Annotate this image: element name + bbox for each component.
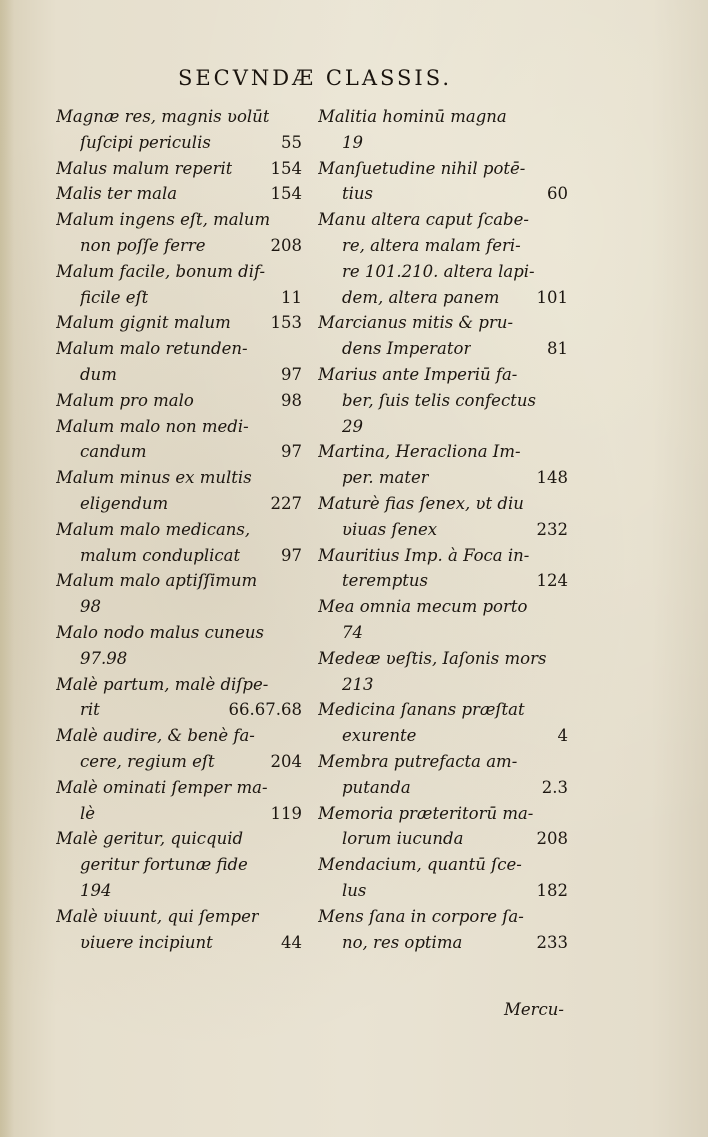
entry-line — [318, 336, 568, 362]
page-reference — [564, 672, 568, 698]
entry-text: 97.98 — [80, 648, 128, 668]
entry-text: re, altera malam feri- — [342, 235, 521, 255]
page-reference — [564, 543, 568, 569]
entry-line — [318, 362, 568, 388]
page-reference — [564, 233, 568, 259]
entry-line — [56, 414, 302, 440]
entry-text: putanda — [342, 777, 411, 797]
page-reference — [564, 801, 568, 827]
page-reference: 98 — [281, 390, 302, 410]
entry-line — [318, 723, 568, 749]
entry-text: 19 — [342, 132, 363, 152]
entry-text: Malè audire, & benè fa- — [56, 726, 255, 746]
page-reference — [298, 594, 302, 620]
page-reference — [298, 207, 302, 233]
entry-line — [318, 491, 568, 517]
entry-line — [56, 491, 302, 517]
entry-line — [56, 568, 302, 594]
entry-line — [56, 904, 302, 930]
entry-line — [318, 904, 568, 930]
index-entry — [318, 646, 568, 698]
page-reference — [564, 104, 568, 130]
page-reference — [564, 259, 568, 285]
page-reference: 55 — [281, 132, 302, 152]
page-reference: 119 — [270, 803, 302, 823]
page-reference — [564, 594, 568, 620]
page-reference: 2.3 — [541, 777, 568, 797]
page-reference — [564, 697, 568, 723]
entry-text: Medicina ſanans præſtat — [318, 700, 525, 720]
page-reference — [564, 904, 568, 930]
entry-line — [318, 620, 568, 646]
entry-text: per. mater — [342, 468, 429, 488]
index-entry — [56, 904, 302, 956]
page-reference: 153 — [270, 313, 302, 333]
entry-text: Malum facile, bonum dif- — [56, 261, 266, 281]
index-entry — [318, 801, 568, 853]
entry-text: 29 — [342, 416, 363, 436]
entry-text: Marius ante Imperiū fa- — [318, 364, 518, 384]
page-reference — [564, 388, 568, 414]
page-reference — [564, 130, 568, 156]
page-reference — [298, 775, 302, 801]
entry-text: cere, regium eſt — [80, 751, 215, 771]
index-entry — [56, 465, 302, 517]
index-entry — [318, 310, 568, 362]
entry-text: no, res optima — [342, 932, 463, 952]
entry-line — [318, 181, 568, 207]
page-reference — [298, 852, 302, 878]
entry-text: Martina, Heracliona Im- — [318, 442, 521, 462]
entry-line — [318, 517, 568, 543]
entry-line — [56, 439, 302, 465]
entry-line — [318, 310, 568, 336]
index-entry — [56, 620, 302, 672]
entry-text: Medeæ ʋeſtis, Iaſonis mors — [318, 648, 547, 668]
entry-text: Malè geritur, quicquid — [56, 829, 244, 849]
entry-line — [318, 826, 568, 852]
page-reference — [298, 104, 302, 130]
page-reference — [298, 620, 302, 646]
entry-line — [318, 801, 568, 827]
page-reference: 208 — [536, 829, 568, 849]
entry-line — [56, 388, 302, 414]
entry-line — [56, 310, 302, 336]
index-entry — [318, 362, 568, 439]
entry-text: Memoria præteritorū ma- — [318, 803, 534, 823]
entry-text: rit — [80, 700, 100, 720]
index-entry — [56, 723, 302, 775]
running-head: SECVNDÆ CLASSIS. — [177, 66, 453, 90]
entry-line — [56, 543, 302, 569]
entry-text: Maturè fias ſenex, ʋt diu — [318, 493, 524, 513]
index-entry — [318, 543, 568, 595]
index-column-right — [318, 104, 568, 955]
index-entry — [56, 104, 302, 156]
entry-line — [318, 775, 568, 801]
entry-text: ſuſcipi periculis — [80, 132, 211, 152]
index-entry — [56, 775, 302, 827]
entry-line — [56, 104, 302, 130]
page-reference: 154 — [270, 184, 302, 204]
page-reference — [298, 672, 302, 698]
entry-line — [318, 568, 568, 594]
entry-text: exurente — [342, 726, 417, 746]
entry-text: Malus malum reperit — [56, 158, 233, 178]
page-reference — [564, 620, 568, 646]
catchword: Mercu- — [504, 1000, 564, 1019]
index-entry — [318, 749, 568, 801]
page-reference — [564, 156, 568, 182]
entry-text: ber, ſuis telis confectus — [342, 390, 536, 410]
entry-line — [56, 336, 302, 362]
entry-line — [56, 672, 302, 698]
entry-text: Mauritius Imp. à Foca in- — [318, 545, 530, 565]
entry-text: Malum pro malo — [56, 390, 194, 410]
entry-line — [56, 646, 302, 672]
page-reference — [298, 878, 302, 904]
entry-line — [56, 130, 302, 156]
entry-text: tius — [342, 184, 374, 204]
page-reference: 182 — [536, 880, 568, 900]
entry-text: Manſuetudine nihil potē- — [318, 158, 526, 178]
page-reference: 232 — [536, 519, 568, 539]
index-entry — [56, 156, 302, 182]
entry-text: re 101.210. altera lapi- — [342, 261, 535, 281]
index-entry — [56, 414, 302, 466]
entry-text: 213 — [342, 674, 374, 694]
entry-text: Mea omnia mecum porto — [318, 597, 528, 617]
page-reference — [564, 646, 568, 672]
page-reference — [298, 259, 302, 285]
entry-line — [318, 749, 568, 775]
entry-line — [56, 259, 302, 285]
index-entry — [318, 697, 568, 749]
page-edge — [0, 0, 14, 1137]
page-reference — [298, 826, 302, 852]
index-entry — [56, 181, 302, 207]
entry-text: Malitia hominū magna — [318, 107, 507, 126]
entry-line — [318, 414, 568, 440]
page-reference — [564, 439, 568, 465]
page-reference: 81 — [547, 339, 568, 359]
entry-text: Mens ſana in corpore ſa- — [318, 906, 524, 926]
entry-text: Malum malo medicans, — [56, 519, 251, 539]
entry-line — [56, 801, 302, 827]
page-reference: 124 — [536, 571, 568, 591]
entry-text: Malum malo aptiſſimum — [56, 571, 258, 591]
entry-text: ficile eſt — [80, 287, 149, 307]
index-entry — [56, 568, 302, 620]
entry-text: lè — [80, 803, 96, 823]
entry-line — [318, 233, 568, 259]
index-entry — [318, 852, 568, 904]
page-reference — [564, 362, 568, 388]
page-reference — [564, 310, 568, 336]
page-reference — [298, 414, 302, 440]
page-reference: 208 — [270, 235, 302, 255]
entry-text: lus — [342, 880, 367, 900]
entry-line — [56, 852, 302, 878]
index-entry — [318, 156, 568, 208]
index-entry — [318, 207, 568, 310]
entry-text: dem, altera panem — [342, 287, 500, 307]
page-reference: 233 — [536, 932, 568, 952]
entry-line — [318, 130, 568, 156]
entry-text: Malum ingens eſt, malum — [56, 210, 271, 230]
page-reference: 11 — [281, 287, 302, 307]
entry-line — [56, 697, 302, 723]
entry-text: geritur fortunæ fide — [80, 855, 248, 875]
entry-line — [56, 620, 302, 646]
page-reference: 4 — [557, 726, 568, 746]
page-reference — [564, 491, 568, 517]
page-reference: 97 — [281, 545, 302, 565]
entry-text: Mendacium, quantū ſce- — [318, 855, 522, 875]
page-reference: 66.67.68 — [228, 700, 302, 720]
entry-line — [56, 465, 302, 491]
page-reference: 97 — [281, 364, 302, 384]
page-reference: 60 — [547, 184, 568, 204]
entry-line — [56, 723, 302, 749]
index-entry — [318, 491, 568, 543]
entry-line — [318, 388, 568, 414]
entry-line — [318, 104, 568, 130]
entry-line — [56, 233, 302, 259]
entry-text: eligendum — [80, 493, 169, 513]
page-reference — [298, 336, 302, 362]
entry-text: Malè ominati ſemper ma- — [56, 777, 268, 797]
entry-text: dum — [80, 364, 117, 384]
entry-text: teremptus — [342, 571, 428, 591]
entry-text: dens Imperator — [342, 339, 472, 359]
entry-line — [318, 465, 568, 491]
entry-text: Malè partum, malè diſpe- — [56, 674, 269, 694]
entry-text: Membra putrefacta am- — [318, 751, 518, 771]
entry-line — [318, 646, 568, 672]
entry-line — [318, 259, 568, 285]
entry-text: Marcianus mitis & pru- — [318, 313, 514, 333]
entry-line — [56, 285, 302, 311]
entry-text: Malè ʋiuunt, qui ſemper — [56, 906, 259, 926]
entry-text: ʋiuere incipiunt — [80, 932, 213, 952]
entry-line — [56, 930, 302, 956]
index-entry — [318, 439, 568, 491]
entry-text: 74 — [342, 622, 363, 642]
entry-line — [318, 285, 568, 311]
page-reference — [298, 904, 302, 930]
entry-line — [56, 156, 302, 182]
page-reference: 148 — [536, 468, 568, 488]
entry-text: Magnæ res, magnis ʋolūt — [56, 107, 270, 126]
entry-line — [56, 362, 302, 388]
page-reference — [298, 568, 302, 594]
entry-line — [56, 207, 302, 233]
entry-text: ʋiuas ſenex — [342, 519, 438, 539]
entry-line — [56, 517, 302, 543]
index-entry — [318, 104, 568, 156]
index-entry — [318, 594, 568, 646]
entry-text: Malo nodo malus cuneus — [56, 622, 264, 642]
index-entry — [56, 672, 302, 724]
entry-line — [56, 775, 302, 801]
index-entry — [56, 517, 302, 569]
page-reference: 44 — [281, 932, 302, 952]
entry-line — [56, 878, 302, 904]
entry-line — [318, 878, 568, 904]
entry-text: malum conduplicat — [80, 545, 241, 565]
entry-line — [56, 181, 302, 207]
entry-line — [318, 852, 568, 878]
entry-line — [318, 156, 568, 182]
entry-line — [318, 930, 568, 956]
entry-line — [318, 543, 568, 569]
page-reference: 227 — [270, 493, 302, 513]
entry-line — [56, 594, 302, 620]
entry-text: Malum malo non medi- — [56, 416, 249, 436]
page-reference: 154 — [270, 158, 302, 178]
page-reference: 101 — [536, 287, 568, 307]
entry-line — [318, 672, 568, 698]
entry-text: candum — [80, 442, 147, 462]
index-column-left — [56, 104, 302, 955]
index-entry — [56, 388, 302, 414]
page-reference — [564, 414, 568, 440]
index-entry — [56, 336, 302, 388]
entry-text: 194 — [80, 880, 112, 900]
entry-line — [56, 826, 302, 852]
entry-text: Malum malo retunden- — [56, 339, 248, 359]
entry-text: Manu altera caput ſcabe- — [318, 210, 529, 230]
entry-line — [318, 594, 568, 620]
page-reference — [298, 465, 302, 491]
entry-text: Malum minus ex multis — [56, 468, 252, 488]
entry-line — [318, 697, 568, 723]
index-entry — [56, 826, 302, 903]
page-reference: 204 — [270, 751, 302, 771]
entry-text: Malum gignit malum — [56, 313, 231, 333]
index-entry — [56, 310, 302, 336]
index-entry — [56, 259, 302, 311]
page-reference — [564, 852, 568, 878]
entry-text: lorum iucunda — [342, 829, 464, 849]
index-entry — [318, 904, 568, 956]
page-reference — [564, 749, 568, 775]
page-reference — [298, 723, 302, 749]
page-reference — [564, 207, 568, 233]
page-reference — [298, 517, 302, 543]
entry-text: non poſſe ferre — [80, 235, 206, 255]
entry-text: Malis ter mala — [56, 184, 178, 204]
entry-line — [318, 439, 568, 465]
page-reference: 97 — [281, 442, 302, 462]
entry-line — [56, 749, 302, 775]
index-entry — [56, 207, 302, 259]
entry-line — [318, 207, 568, 233]
page-reference — [298, 646, 302, 672]
entry-text: 98 — [80, 597, 101, 617]
